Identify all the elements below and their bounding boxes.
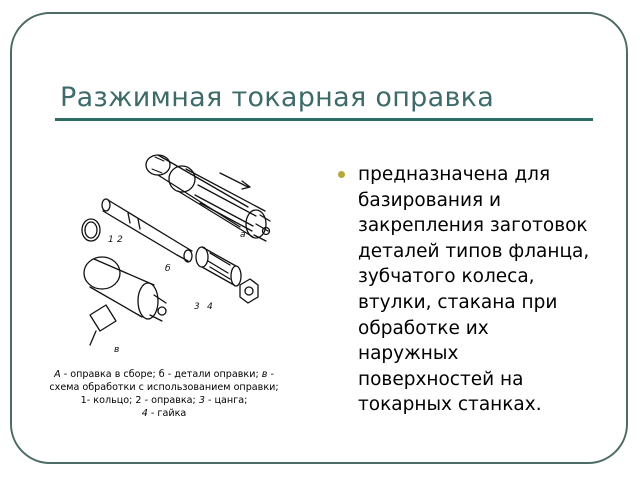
label-v: в (114, 345, 120, 355)
caption-line-1: А - оправка в сборе; б - детали оправки; в - (54, 369, 274, 380)
caption-line-4: 4 - гайка (141, 408, 187, 419)
bullet-text: предназначена для базирования и закрепления заготовок деталей типов фланца, зубчатого колеса, втулки, стакана при обработке их наружных поверхностей на токарных станках. (358, 164, 590, 416)
shaft-illustration (102, 199, 192, 262)
label-1: 1 (108, 235, 114, 245)
label-a: а (240, 230, 246, 240)
label-3: 3 (194, 302, 200, 312)
label-2: 2 (117, 235, 123, 245)
slide-title: Разжимная токарная оправка (60, 82, 495, 113)
nut-illustration (240, 279, 258, 303)
title-underline (55, 118, 593, 121)
label-4: 4 (207, 302, 213, 312)
assembled-mandrel-illustration (146, 155, 270, 241)
mandrel-drawing (70, 145, 290, 360)
caption-line-2: схема обработки с использованием оправки; (49, 382, 279, 393)
label-b: б (165, 264, 171, 274)
machining-scheme-illustration (84, 257, 166, 345)
collet-illustration (196, 247, 241, 286)
bullet-dot-icon (338, 171, 345, 178)
caption-line-3: 1- кольцо; 2 - оправка; 3 - цанга; (80, 395, 248, 406)
figure-caption (28, 368, 300, 420)
